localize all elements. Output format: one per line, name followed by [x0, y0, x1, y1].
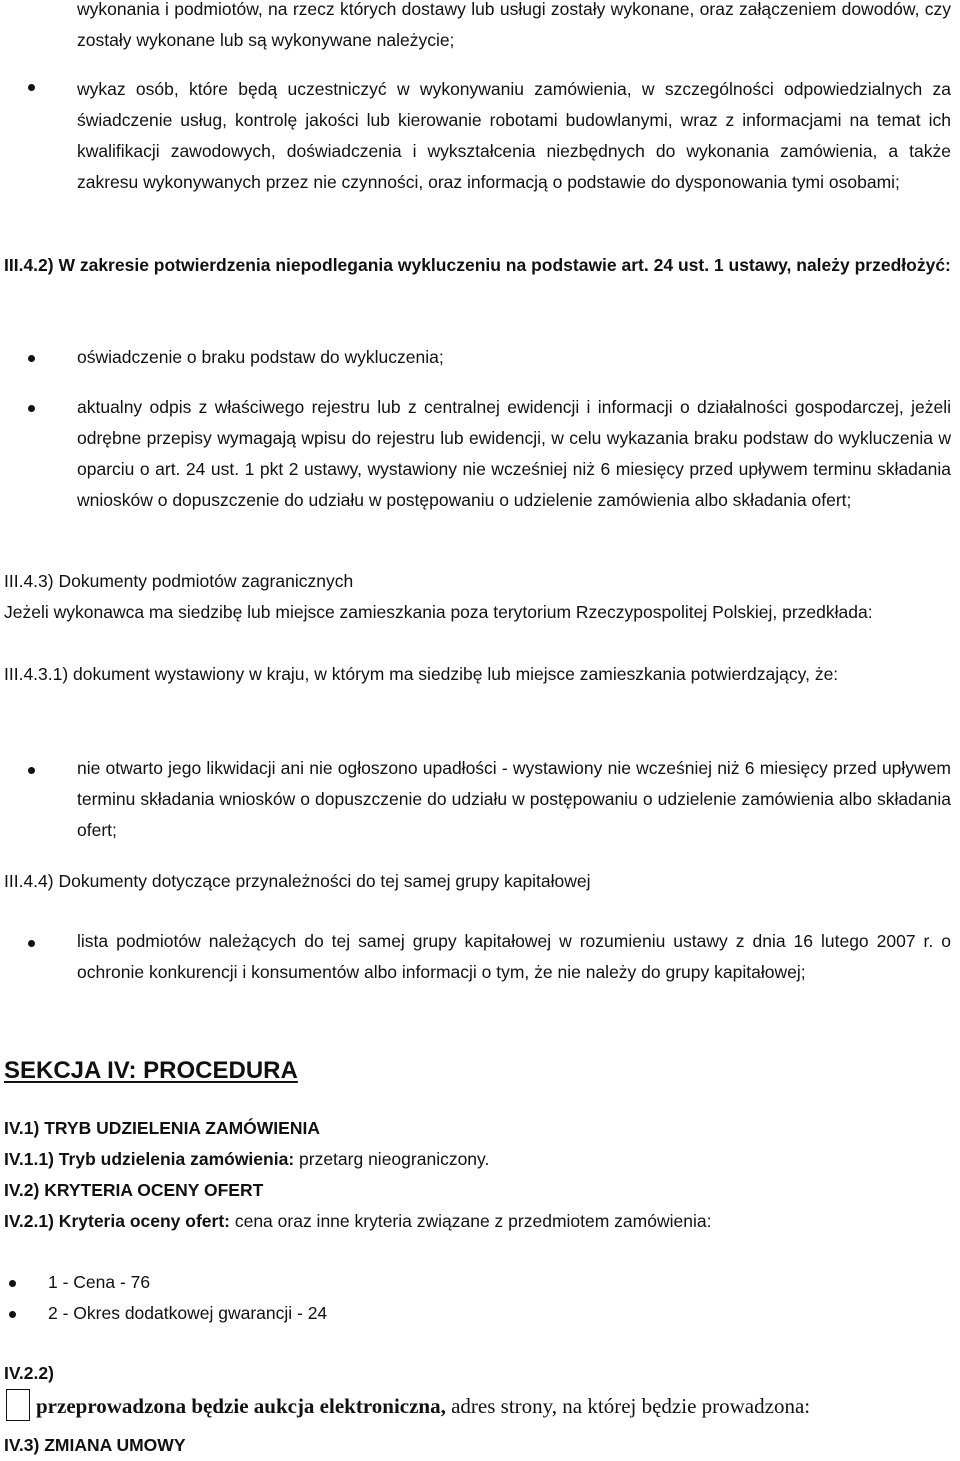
bullet-icon [9, 1280, 16, 1287]
heading-iv-1: IV.1) TRYB UDZIELENIA ZAMÓWIENIA [4, 1118, 320, 1138]
bullet-icon [28, 355, 35, 362]
auction-bold-text: przeprowadzona będzie aukcja elektroniczna, [36, 1394, 446, 1418]
bullet-icon [28, 767, 35, 774]
heading-iv-2: IV.2) KRYTERIA OCENY OFERT [4, 1180, 264, 1200]
iv-2-1-label: IV.2.1) Kryteria oceny ofert: [4, 1211, 230, 1231]
bullet-oswiadczenie: oświadczenie o braku podstaw do wykluczenia; [77, 347, 444, 367]
bullet-icon [9, 1311, 16, 1318]
bullet-icon [28, 940, 35, 947]
paragraph-wykaz-osob: wykaz osób, które będą uczestniczyć w wykonywaniu zamówienia, w szczególności odpowiedzialnych za świadczenie usług, kontrolę jakości lub kierowanie robotami budowlanymi, wraz z informacjami na temat ich kwalifikacji zawodowych, doświadczenia i wykształcenia niezbędnych do wykonania zamówienia, a także zakresu wykonywanych przez nie czynności, oraz informacją o podstawie do dysponowania tymi osobami; [77, 79, 951, 192]
criterion-cena: 1 - Cena - 76 [48, 1272, 151, 1292]
iv-2-1-value: cena oraz inne kryteria związane z przedmiotem zamówienia: [229, 1211, 712, 1231]
iv-1-1-value: przetarg nieograniczony. [294, 1149, 490, 1169]
bullet-lista-podmiotow: lista podmiotów należących do tej samej grupy kapitałowej w rozumieniu ustawy z dnia 16 lutego 2007 r. o ochronie konkurencji i konsumentów albo informacji o tym, że nie należy do grupy kapitałowej; [77, 931, 951, 982]
section-title: SEKCJA IV: PROCEDURA [4, 1057, 298, 1084]
checkbox[interactable] [6, 1389, 30, 1421]
auction-line [36, 1391, 810, 1421]
bullet-odpis-rejestru: aktualny odpis z właściwego rejestru lub z centralnej ewidencji i informacji o działalności gospodarczej, jeżeli odrębne przepisy wymagają wpisu do rejestru lub ewidencji, w celu wykazania braku podstaw do wykluczenia w oparciu o art. 24 ust. 1 pkt 2 ustawy, wystawiony nie wcześniej niż 6 miesięcy przed upływem terminu składania wniosków o dopuszczenie do udziału w postępowaniu o udzielenie zamówienia albo składania ofert; [77, 397, 951, 510]
heading-iii-4-4: III.4.4) Dokumenty dotyczące przynależności do tej samej grupy kapitałowej [4, 871, 591, 891]
bullet-upadlosc: nie otwarto jego likwidacji ani nie ogłoszono upadłości - wystawiony nie wcześniej niż 6 miesięcy przed upływem terminu składania wniosków o dopuszczenie do udziału w postępowaniu o udzielenie zamówienia albo składania ofert; [77, 758, 951, 840]
heading-iv-1-1 [4, 1144, 951, 1175]
heading-iv-2-2: IV.2.2) [4, 1363, 54, 1383]
heading-iii-4-3-1: III.4.3.1) dokument wystawiony w kraju, w którym ma siedzibę lub miejsce zamieszkania potwierdzający, że: [4, 664, 839, 684]
bullet-icon [28, 84, 35, 91]
bullet-icon [28, 405, 35, 412]
auction-rest-text: adres strony, na której będzie prowadzona: [445, 1394, 811, 1418]
criterion-gwarancja: 2 - Okres dodatkowej gwarancji - 24 [48, 1303, 328, 1323]
paragraph-dowody: wykonania i podmiotów, na rzecz których dostawy lub usługi zostały wykonane, oraz załączeniem dowodów, czy zostały wykonane lub są wykonywane należycie; [77, 0, 951, 50]
heading-iv-2-1 [4, 1206, 951, 1237]
heading-iii-4-2: III.4.2) W zakresie potwierdzenia niepodlegania wykluczeniu na podstawie art. 24 ust. 1 ustawy, należy przedłożyć: [4, 255, 951, 275]
heading-iv-3: IV.3) ZMIANA UMOWY [4, 1435, 186, 1455]
iv-1-1-label: IV.1.1) Tryb udzielenia zamówienia: [4, 1149, 295, 1169]
heading-iii-4-3: III.4.3) Dokumenty podmiotów zagranicznych [4, 571, 354, 591]
paragraph-jezeli-wykonawca: Jeżeli wykonawca ma siedzibę lub miejsce zamieszkania poza terytorium Rzeczypospolitej Polskiej, przedkłada: [4, 602, 873, 622]
